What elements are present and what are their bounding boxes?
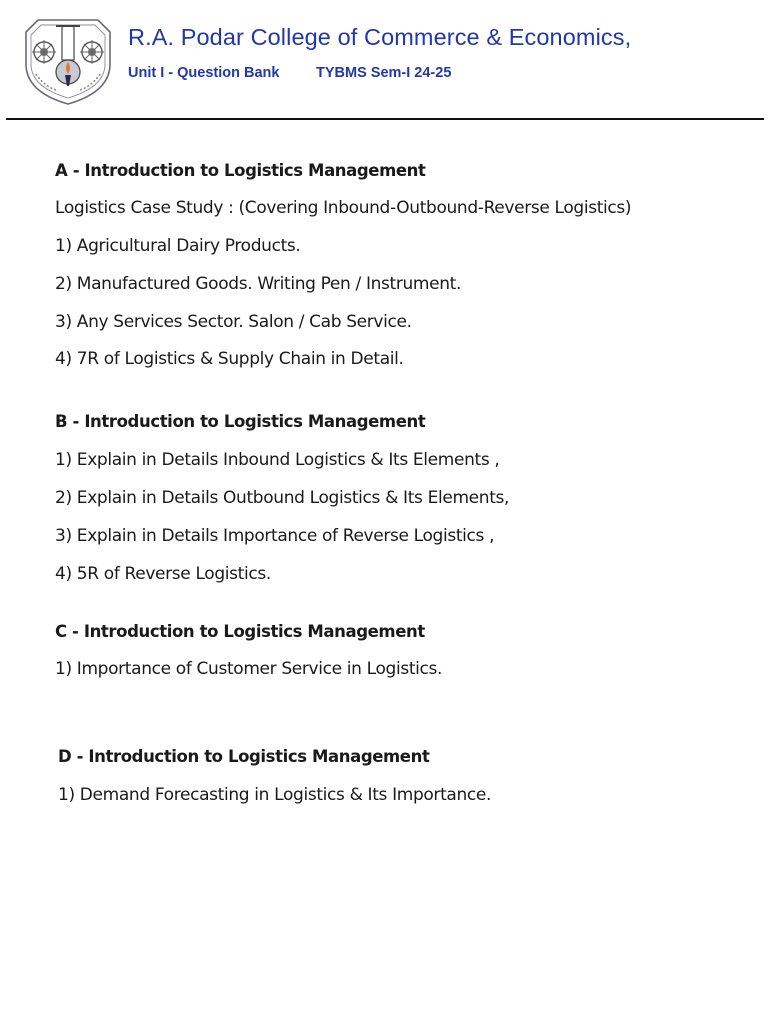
section-a-line-1: Logistics Case Study : (Covering Inbound-Outbound-Reverse Logistics)	[55, 198, 632, 218]
section-c-line-1: 1) Importance of Customer Service in Logistics.	[55, 659, 443, 679]
section-d-line-1: 1) Demand Forecasting in Logistics & Its Importance.	[58, 785, 492, 805]
section-a-line-4: 3) Any Services Sector. Salon / Cab Service.	[55, 312, 412, 332]
college-name: R.A. Podar College of Commerce & Economics,	[128, 24, 632, 50]
section-a-line-2: 1) Agricultural Dairy Products.	[55, 236, 301, 256]
section-a-heading: A - Introduction to Logistics Management	[55, 161, 426, 180]
section-d-heading: D - Introduction to Logistics Management	[58, 747, 430, 766]
college-logo-icon	[18, 12, 118, 108]
header-divider	[6, 118, 764, 120]
section-b-line-4: 4) 5R of Reverse Logistics.	[55, 564, 271, 584]
section-b-line-3: 3) Explain in Details Importance of Reverse Logistics ,	[55, 526, 495, 546]
course-label: TYBMS Sem-I 24-25	[316, 65, 452, 81]
section-a-line-3: 2) Manufactured Goods. Writing Pen / Instrument.	[55, 274, 462, 294]
section-b-line-1: 1) Explain in Details Inbound Logistics & Its Elements ,	[55, 450, 500, 470]
section-b-line-2: 2) Explain in Details Outbound Logistics & Its Elements,	[55, 488, 510, 508]
section-a-line-5: 4) 7R of Logistics & Supply Chain in Detail.	[55, 349, 404, 369]
document-header	[0, 0, 768, 122]
section-c-heading: C - Introduction to Logistics Management	[55, 622, 425, 641]
section-b-heading: B - Introduction to Logistics Management	[55, 412, 426, 431]
unit-label: Unit I - Question Bank	[128, 65, 280, 81]
